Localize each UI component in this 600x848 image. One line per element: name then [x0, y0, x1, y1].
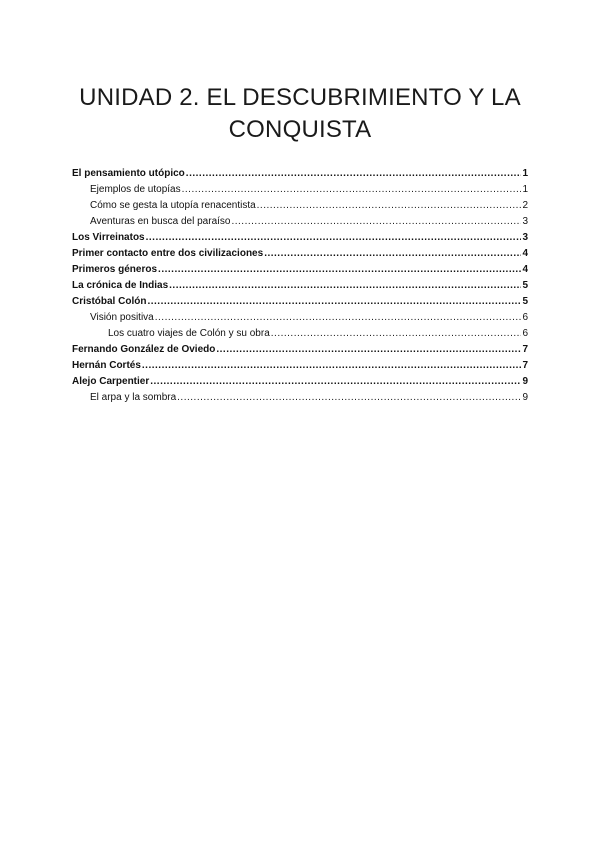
toc-leader-dots: [271, 326, 521, 342]
toc-entry[interactable]: [72, 310, 528, 326]
toc-entry-label: Alejo Carpentier: [72, 376, 150, 387]
toc-entry-label: Ejemplos de utopías: [90, 184, 181, 195]
toc-leader-dots: [147, 294, 521, 310]
toc-entry[interactable]: [72, 166, 528, 182]
title-line-2: CONQUISTA: [228, 116, 372, 143]
toc-entry[interactable]: [72, 342, 528, 358]
toc-entry-label: Cristóbal Colón: [72, 296, 147, 307]
toc-leader-dots: [216, 342, 521, 358]
toc-entry-page-number: 7: [522, 360, 528, 371]
toc-entry-page-number: 6: [522, 328, 528, 339]
toc-entry-label: Aventuras en busca del paraíso: [90, 216, 231, 227]
toc-leader-dots: [146, 230, 521, 246]
toc-entry-page-number: 3: [522, 232, 528, 243]
toc-entry-page-number: 1: [522, 168, 528, 179]
toc-entry[interactable]: [72, 230, 528, 246]
toc-entry-label: El arpa y la sombra: [90, 392, 177, 403]
toc-entry[interactable]: [72, 294, 528, 310]
toc-entry[interactable]: [72, 374, 528, 390]
toc-entry[interactable]: [72, 358, 528, 374]
toc-entry[interactable]: [72, 390, 528, 406]
toc-leader-dots: [182, 182, 521, 198]
toc-entry-label: Hernán Cortés: [72, 360, 141, 371]
toc-entry[interactable]: [72, 246, 528, 262]
toc-entry-page-number: 4: [522, 248, 528, 259]
toc-entry-page-number: 5: [522, 280, 528, 291]
document-title: [40, 82, 560, 146]
toc-entry-page-number: 1: [522, 184, 528, 195]
toc-entry-page-number: 5: [522, 296, 528, 307]
toc-entry-label: Cómo se gesta la utopía renacentista: [90, 200, 256, 211]
toc-entry[interactable]: [72, 198, 528, 214]
toc-entry[interactable]: [72, 182, 528, 198]
toc-leader-dots: [158, 262, 521, 278]
toc-entry-page-number: 3: [522, 216, 528, 227]
toc-leader-dots: [155, 310, 521, 326]
toc-leader-dots: [150, 374, 521, 390]
toc-entry-label: Primeros géneros: [72, 264, 158, 275]
toc-leader-dots: [231, 214, 521, 230]
toc-entry-label: Los cuatro viajes de Colón y su obra: [108, 328, 270, 339]
toc-leader-dots: [169, 278, 521, 294]
toc-entry[interactable]: [72, 278, 528, 294]
toc-entry-label: Visión positiva: [90, 312, 154, 323]
toc-entry-label: Fernando González de Oviedo: [72, 344, 216, 355]
toc-entry[interactable]: [72, 214, 528, 230]
toc-entry-page-number: 2: [522, 200, 528, 211]
toc-entry-page-number: 9: [522, 376, 528, 387]
toc-leader-dots: [257, 198, 521, 214]
toc-entry-label: La crónica de Indias: [72, 280, 169, 291]
toc-leader-dots: [186, 166, 521, 182]
toc-entry-label: Primer contacto entre dos civilizaciones: [72, 248, 264, 259]
toc-entry[interactable]: [72, 262, 528, 278]
toc-leader-dots: [142, 358, 521, 374]
toc-entry-page-number: 9: [522, 392, 528, 403]
toc-leader-dots: [264, 246, 521, 262]
toc-entry-page-number: 4: [522, 264, 528, 275]
toc-leader-dots: [177, 390, 521, 406]
toc-entry-label: El pensamiento utópico: [72, 168, 185, 179]
table-of-contents: [72, 166, 528, 406]
toc-entry[interactable]: [72, 326, 528, 342]
toc-entry-page-number: 7: [522, 344, 528, 355]
toc-entry-page-number: 6: [522, 312, 528, 323]
title-line-1: UNIDAD 2. EL DESCUBRIMIENTO Y LA: [79, 84, 521, 111]
toc-entry-label: Los Virreinatos: [72, 232, 145, 243]
